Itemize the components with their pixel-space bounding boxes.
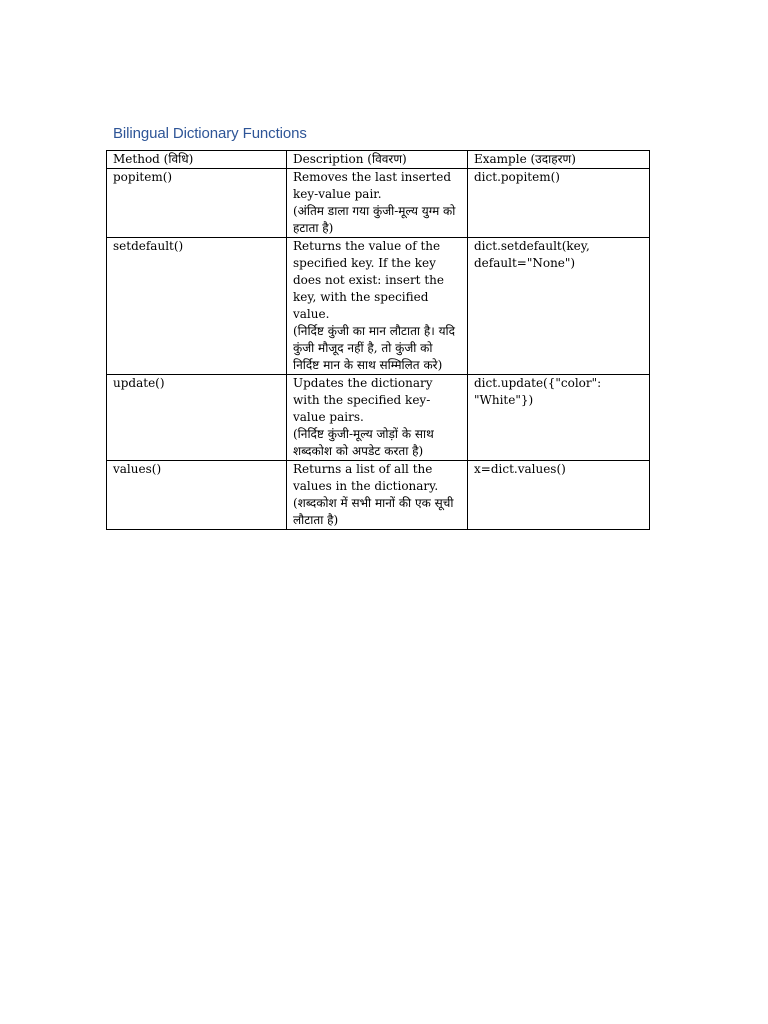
method-cell: popitem() <box>107 169 287 238</box>
example-cell: dict.setdefault(key, default="None") <box>468 238 650 375</box>
description-cell <box>287 169 468 238</box>
description-english: Returns the value of the specified key. If the key does not exist: insert the key, with the specified value. <box>293 239 448 321</box>
description-english: Returns a list of all the values in the dictionary. <box>293 462 439 493</box>
description-cell <box>287 461 468 530</box>
table-row <box>107 169 650 238</box>
method-cell: update() <box>107 375 287 461</box>
header-example: Example (उदाहरण) <box>468 151 650 169</box>
table-row <box>107 461 650 530</box>
description-cell <box>287 375 468 461</box>
description-english: Updates the dictionary with the specified key-value pairs. <box>293 376 437 424</box>
table-row <box>107 375 650 461</box>
description-hindi: (निर्दिष्ट कुंजी का मान लौटाता है। यदि कुंजी मौजूद नहीं है, तो कुंजी को निर्दिष्ट मान के साथ सम्मिलित करे) <box>293 324 459 372</box>
description-hindi: (निर्दिष्ट कुंजी-मूल्य जोड़ों के साथ शब्दकोश को अपडेट करता है) <box>293 427 438 458</box>
header-description: Description (विवरण) <box>287 151 468 169</box>
description-english: Removes the last inserted key-value pair. <box>293 170 455 201</box>
description-hindi: (शब्दकोश में सभी मानों की एक सूची लौटाता है) <box>293 496 458 527</box>
table-header-row <box>107 151 650 169</box>
method-cell: setdefault() <box>107 238 287 375</box>
example-cell: dict.popitem() <box>468 169 650 238</box>
document-title: Bilingual Dictionary Functions <box>113 125 307 142</box>
method-cell: values() <box>107 461 287 530</box>
example-cell: dict.update({"color": "White"}) <box>468 375 650 461</box>
header-method: Method (विधि) <box>107 151 287 169</box>
description-cell <box>287 238 468 375</box>
example-cell: x=dict.values() <box>468 461 650 530</box>
table-row <box>107 238 650 375</box>
description-hindi: (अंतिम डाला गया कुंजी-मूल्य युग्म को हटाता है) <box>293 204 460 235</box>
functions-table <box>106 150 650 530</box>
